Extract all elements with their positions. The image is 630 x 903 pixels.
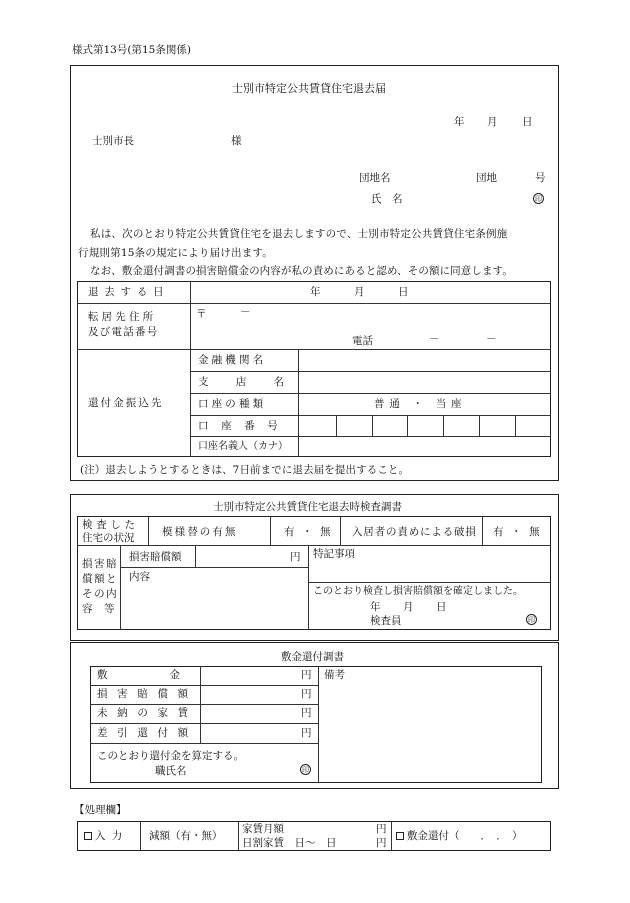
monthly-rent-yen: 円 — [376, 823, 387, 835]
date-day-label: 日 — [522, 116, 533, 128]
danchi-name-label: 団地名 — [359, 172, 391, 184]
account-holder-label: 口座名義人（カナ） — [198, 441, 288, 452]
deposit-calc-text: このとおり還付金を算定する。 — [97, 750, 244, 762]
phone-label: 電話 — [352, 335, 373, 347]
account-type-value: 普通 ・ 当座 — [374, 398, 467, 410]
tenant-damage-yes-no: 有 ・ 無 — [493, 526, 542, 538]
compensation-label-1: 損害賠 — [82, 558, 119, 570]
damage-amount-yen: 円 — [301, 688, 312, 700]
compensation-yen: 円 — [290, 551, 301, 563]
addressee-honorific: 様 — [231, 135, 242, 147]
inspector-seal-mark: 印 — [528, 616, 535, 624]
deposit-refund-checkbox[interactable] — [396, 832, 404, 840]
input-checkbox[interactable] — [84, 832, 92, 840]
branch-label: 支店名 — [198, 376, 312, 388]
inspection-status-label-2: 住宅の状況 — [82, 532, 135, 544]
official-seal-mark: 印 — [302, 766, 309, 774]
net-refund-label: 差引還付額 — [97, 727, 198, 739]
inspection-month: 月 — [403, 601, 414, 613]
refund-account-label: 還付金振込先 — [88, 397, 164, 409]
official-name-label: 職氏名 — [155, 765, 187, 777]
compensation-label-2: 償額と — [82, 573, 119, 585]
room-number-suffix: 号 — [535, 172, 546, 184]
processing-label: 【処理欄】 — [74, 804, 127, 816]
daily-rent-label: 日割家賃 日～ 日 — [242, 837, 337, 849]
remodel-yes-no: 有 ・ 無 — [284, 526, 333, 538]
compensation-content-label: 内容 — [129, 571, 150, 583]
inspection-confirm-text: このとおり検査し損害賠償額を確定しました。 — [313, 586, 523, 597]
applicant-name-label: 氏 名 — [371, 193, 403, 205]
date-month-label: 月 — [487, 116, 498, 128]
new-address-label-1: 転居先住所 — [88, 311, 157, 323]
deposit-amount-label: 敷金 — [97, 669, 242, 681]
inspector-label: 検査員 — [370, 615, 402, 627]
deposit-remarks-label: 備考 — [324, 669, 345, 681]
unpaid-rent-yen: 円 — [301, 707, 312, 719]
inspection-status-label-1: 検査した — [82, 519, 139, 531]
damage-amount-label: 損害賠償額 — [97, 688, 198, 700]
compensation-amount-label: 損害賠償額 — [129, 551, 182, 563]
daily-rent-yen: 円 — [376, 837, 387, 849]
withdrawal-date-year: 年 — [310, 286, 321, 298]
special-notes-label: 特記事項 — [313, 548, 355, 560]
declaration-line-1: 私は、次のとおり特定公共賃貸住宅を退去しますので、士別市特定公共賃貸住宅条例施 — [90, 228, 508, 240]
date-year-label: 年 — [454, 116, 465, 128]
deposit-amount-yen: 円 — [301, 669, 312, 681]
phone-dash-2: － — [486, 333, 497, 345]
postal-mark: 〒 — [196, 308, 207, 320]
withdrawal-date-day: 日 — [398, 286, 409, 298]
inspection-day: 日 — [436, 601, 447, 613]
monthly-rent-label: 家賃月額 — [242, 823, 284, 835]
withdrawal-date-label: 退去する日 — [88, 286, 170, 298]
declaration-line-3: なお、敷金還付調書の損害賠償金の内容が私の責めにあると認め、その額に同意します。 — [90, 265, 513, 277]
tenant-damage-label: 入居者の責めによる破損 — [352, 526, 477, 538]
deposit-title: 敷金還付調書 — [281, 651, 344, 663]
notice-text: (注）退去しようとするときは、7日前までに退去届を提出すること。 — [80, 464, 410, 476]
compensation-label-4: 容 等 — [82, 603, 116, 615]
reduction-label: 減額（有・無） — [149, 830, 223, 842]
withdrawal-date-month: 月 — [354, 286, 365, 298]
applicant-seal-mark: 印 — [535, 195, 542, 203]
bank-name-label: 金融機関名 — [198, 354, 267, 366]
compensation-label-3: その内 — [82, 588, 119, 600]
input-checkbox-label: 入力 — [84, 831, 129, 842]
inspection-year: 年 — [370, 601, 381, 613]
declaration-line-2: 行規則第15条の規定により届け出ます。 — [78, 247, 274, 259]
deposit-refund-checkbox-label: 敷金還付（ ． ． ） — [396, 831, 523, 842]
inspection-title: 士別市特定公共賃貸住宅退去時検査調書 — [213, 501, 402, 513]
net-refund-yen: 円 — [301, 727, 312, 739]
withdrawal-form-title: 士別市特定公共賃貸住宅退去届 — [232, 82, 386, 95]
remodel-label: 模様替の有無 — [162, 526, 238, 538]
postal-dash: － — [240, 306, 251, 318]
new-address-label-2: 及び電話番号 — [88, 326, 159, 338]
unpaid-rent-label: 未納の家賃 — [97, 707, 198, 719]
addressee: 士別市長 — [92, 135, 134, 147]
account-number-label: 口座番号 — [198, 420, 291, 432]
danchi-suffix: 団地 — [476, 172, 497, 184]
account-type-label: 口座の種類 — [198, 398, 267, 410]
phone-dash-1: － — [429, 333, 440, 345]
form-number-label: 様式第13号(第15条関係) — [72, 44, 191, 56]
